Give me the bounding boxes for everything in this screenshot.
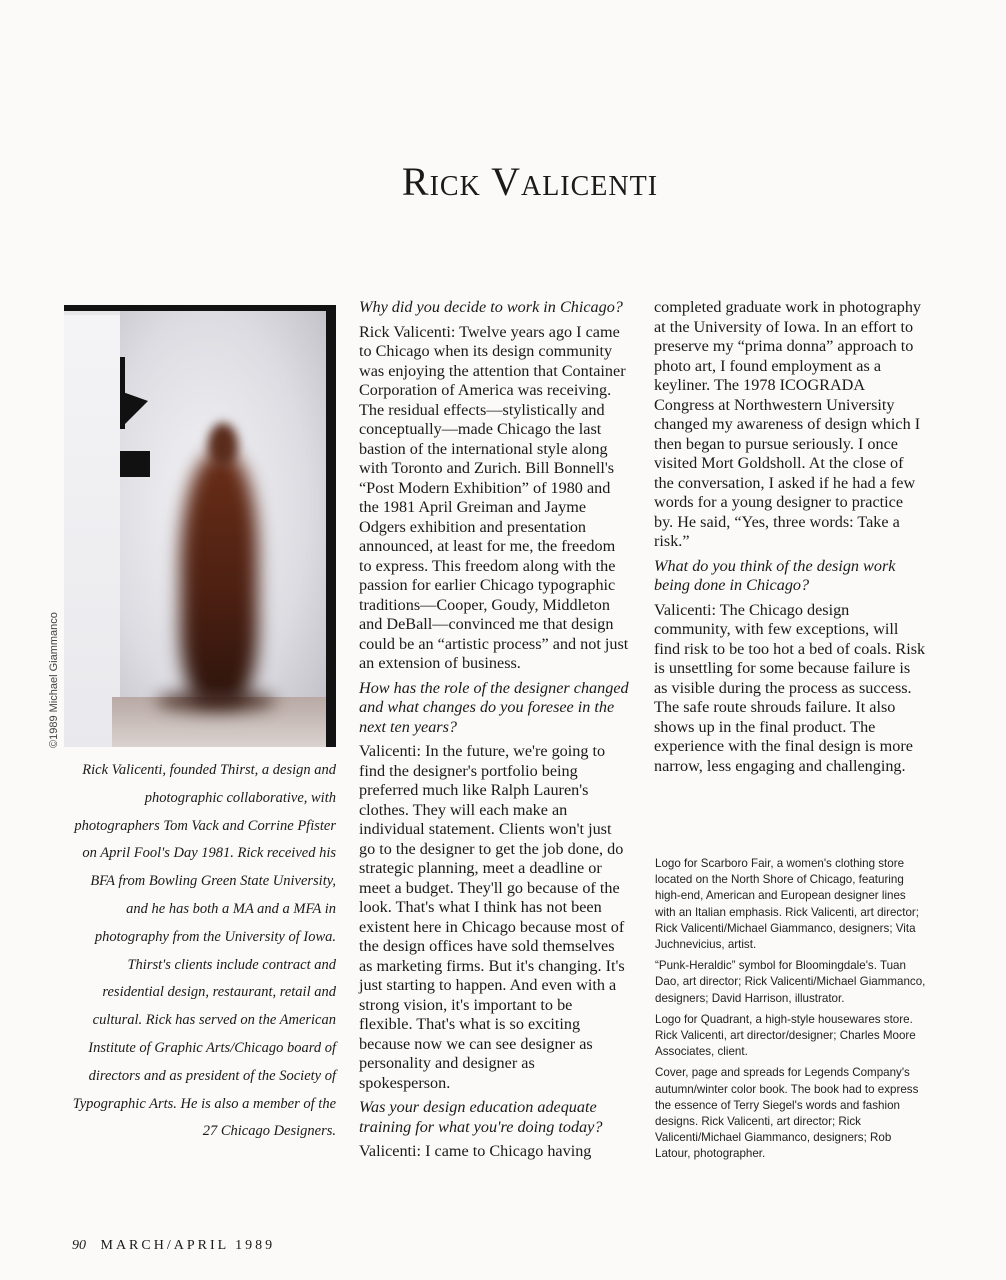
question-4: What do you think of the design work being done in Chicago? xyxy=(654,556,896,594)
answer-3-start: Valicenti: I came to Chicago having xyxy=(359,1142,592,1160)
interview-column-1 xyxy=(359,298,629,1167)
answer-4: Valicenti: The Chicago design community, with few exceptions, will find risk to be too hot a bed of coals. Risk is unsettling for some because failure is as visible during the process as success. The safe route shrouds failure. It also shows up in the final product. The experience with the final design is more narrow, less engaging and challenging. xyxy=(654,600,926,775)
credit-item: Cover, page and spreads for Legends Company's autumn/winter color book. The book had to express the essence of Terry Siegel's words and fashion designs. Rick Valicenti, art director; Rick Valicenti/Michael Giammanco, designers; Rob Latour, photographer. xyxy=(655,1066,919,1161)
page-title: Rick Valicenti xyxy=(401,159,659,204)
answer-2: Valicenti: In the future, we're going to find the designer's portfolio being preferred much like Ralph Lauren's clothes. They will each make an individual statement. Clients won't just go to the designer to get the job done, do strategic planning, meet a deadline or meet a budget. They'll go because of the look. That's what I think has not been existent here in Chicago because most of the design offices have sold themselves as marketing firms. But it's changing. It's just starting to happen. And even with a strong vision, it's important to be flexible. That's what is so exciting because now we can see designer as personality and designer as spokesperson. xyxy=(359,742,625,1092)
photo-credit: ©1989 Michael Giammanco xyxy=(48,612,60,748)
page-number: 90 xyxy=(72,1238,86,1253)
photo-caption: Rick Valicenti, founded Thirst, a design and photographic collaborative, with photographers Tom Vack and Corrine Pfister on April Fool's Day 1981. Rick received his BFA from Bowling Green State University, and he has both a MA and a MFA in photography from the University of Iowa. Thirst's clients include contract and residential design, restaurant, retail and cultural. Rick has served on the American Institute of Graphic Arts/Chicago board of directors and as president of the Society of Typographic Arts. He is also a member of the 27 Chicago Designers. xyxy=(72,762,336,1140)
question-3: Was your design education adequate training for what you're doing today? xyxy=(359,1098,603,1136)
page-footer xyxy=(72,1238,275,1254)
interview-column-2 xyxy=(654,298,926,781)
portrait-photo xyxy=(64,305,336,747)
credit-item: “Punk-Heraldic” symbol for Bloomingdale's. Tuan Dao, art director; Rick Valicenti/Michael Giammanco, designers; David Harrison, illustrator. xyxy=(655,959,926,1005)
work-credits xyxy=(655,856,927,1168)
credit-item: Logo for Scarboro Fair, a women's clothing store located on the North Shore of Chicago, featuring high-end, American and European designer lines with an Italian emphasis. Rick Valicenti, art director; Rick Valicenti/Michael Giammanco, designers; Vita Juchnevicius, artist. xyxy=(655,857,919,952)
question-2: How has the role of the designer changed and what changes do you foresee in the next ten years? xyxy=(359,678,629,736)
answer-3-continued: completed graduate work in photography at the University of Iowa. In an effort to preserve my “prima donna” approach to photo art, I found employment as a keyliner. The 1978 ICOGRADA Congress at Northwestern University changed my awareness of design which I then began to pursue seriously. I once visited Mort Goldsholl. At the close of the conversation, I asked if he had a few words for a young designer to practice by. He said, “Yes, three words: Take a risk.” xyxy=(654,298,922,550)
question-1: Why did you decide to work in Chicago? xyxy=(359,298,623,316)
answer-1: Rick Valicenti: Twelve years ago I came to Chicago when its design community was enjoying the attention that Container Corporation of America was receiving. The residual effects—stylistically and conceptually—made Chicago the last bastion of the international style along with Toronto and Zurich. Bill Bonnell's “Post Modern Exhibition” of 1980 and the 1981 April Greiman and Jayme Odgers exhibition and presentation announced, at least for me, the freedom to express. This freedom along with the passion for earlier Chicago typographic traditions—Cooper, Goudy, Middleton and DeBall—convinced me that design could be an “artistic process” and not just an extension of business. xyxy=(359,322,629,672)
issue-date: MARCH/APRIL 1989 xyxy=(100,1238,276,1253)
credit-item: Logo for Quadrant, a high-style housewares store. Rick Valicenti, art director/designer; Charles Moore Associates, client. xyxy=(655,1012,916,1059)
